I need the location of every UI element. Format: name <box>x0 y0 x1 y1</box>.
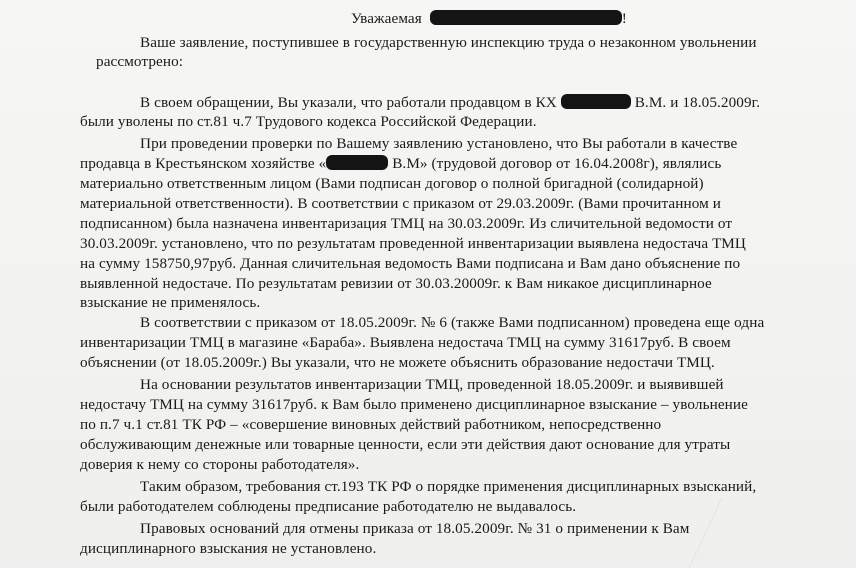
text-line: материальной ответственности). В соответствии с приказом от 29.03.2009г. (Вами прочитанном и <box>80 195 721 212</box>
text-line: В соответствии с приказом от 18.05.2009г. № 6 (также Вами подписанном) проведена еще одна <box>140 314 765 331</box>
text-line: материально ответственным лицом (Вами подписан договор о полной бригадной (солидарной) <box>80 175 704 192</box>
text-line: выявленной недостаче. По результатам ревизии от 30.03.20009г. к Вам никакое дисциплинарное <box>80 275 712 292</box>
text-fragment: В своем обращении, Вы указали, что работали продавцом в КХ <box>140 94 557 111</box>
text-line: Правовых оснований для отмены приказа от 18.05.2009г. № 31 о применении к Вам <box>140 520 690 537</box>
text-line: Таким образом, требования ст.193 ТК РФ о порядке применения дисциплинарных взысканий, <box>140 478 757 495</box>
text-line: подписанном) была назначена инвентаризация ТМЦ на 30.03.2009г. Из сличительной ведомости от <box>80 215 733 232</box>
text-line: взыскание не применялось. <box>80 294 261 311</box>
salutation <box>351 9 627 29</box>
text-line <box>140 93 760 113</box>
redaction-bar <box>561 94 631 109</box>
text-line: инвентаризации ТМЦ в магазине «Бараба». Выявлена недостача ТМЦ на сумму 31617руб. В своем <box>80 334 731 351</box>
text-line <box>80 154 721 174</box>
text-line: При проведении проверки по Вашему заявлению установлено, что Вы работали в качестве <box>140 135 738 152</box>
text-line: недостачу ТМЦ на сумму 31617руб. к Вам было применено дисциплинарное взыскание – увольнение <box>80 396 748 413</box>
salutation-start: Уважаемая <box>351 10 422 27</box>
text-line: объяснении (от 18.05.2009г.) Вы указали, что не можете объяснить образование недостачи ТМЦ. <box>80 354 715 371</box>
salutation-end: ! <box>621 10 627 27</box>
text-line: по п.7 ч.1 ст.81 ТК РФ – «совершение виновных действий работником, непосредственно <box>80 416 662 433</box>
text-fragment: В.М. и 18.05.2009г. <box>634 94 761 111</box>
text-line: на сумму 158750,97руб. Данная сличительная ведомость Вами подписана и Вам дано объяснение по <box>80 255 741 272</box>
text-line: 30.03.2009г. установлено, что по результатам проведенной инвентаризации выявлена недостача ТМЦ <box>80 235 746 252</box>
text-line: доверия к нему со стороны работодателя». <box>80 456 360 473</box>
text-line: дисциплинарного взыскания не установлено. <box>80 540 377 557</box>
text-line: Ваше заявление, поступившее в государственную инспекцию труда о незаконном увольнении <box>140 34 757 51</box>
redaction-bar <box>430 10 622 25</box>
text-fragment: В.М» (трудовой договор от 16.04.2008г), являлись <box>392 155 722 172</box>
text-line: были работодателем соблюдены предписание работодателю не выдавалось. <box>80 498 577 515</box>
paper-fold <box>689 498 856 568</box>
text-line: рассмотрено: <box>96 53 184 70</box>
text-fragment: продавца в Крестьянском хозяйстве « <box>80 155 327 172</box>
text-line: На основании результатов инвентаризации ТМЦ, проведенной 18.05.2009г. и выявившей <box>140 376 724 393</box>
redaction-bar <box>326 155 388 170</box>
text-line: обслуживающим денежные или товарные ценности, если эти действия дают основание для утраты <box>80 436 731 453</box>
text-line: были уволены по ст.81 ч.7 Трудового кодекса Российской Федерации. <box>80 113 537 130</box>
